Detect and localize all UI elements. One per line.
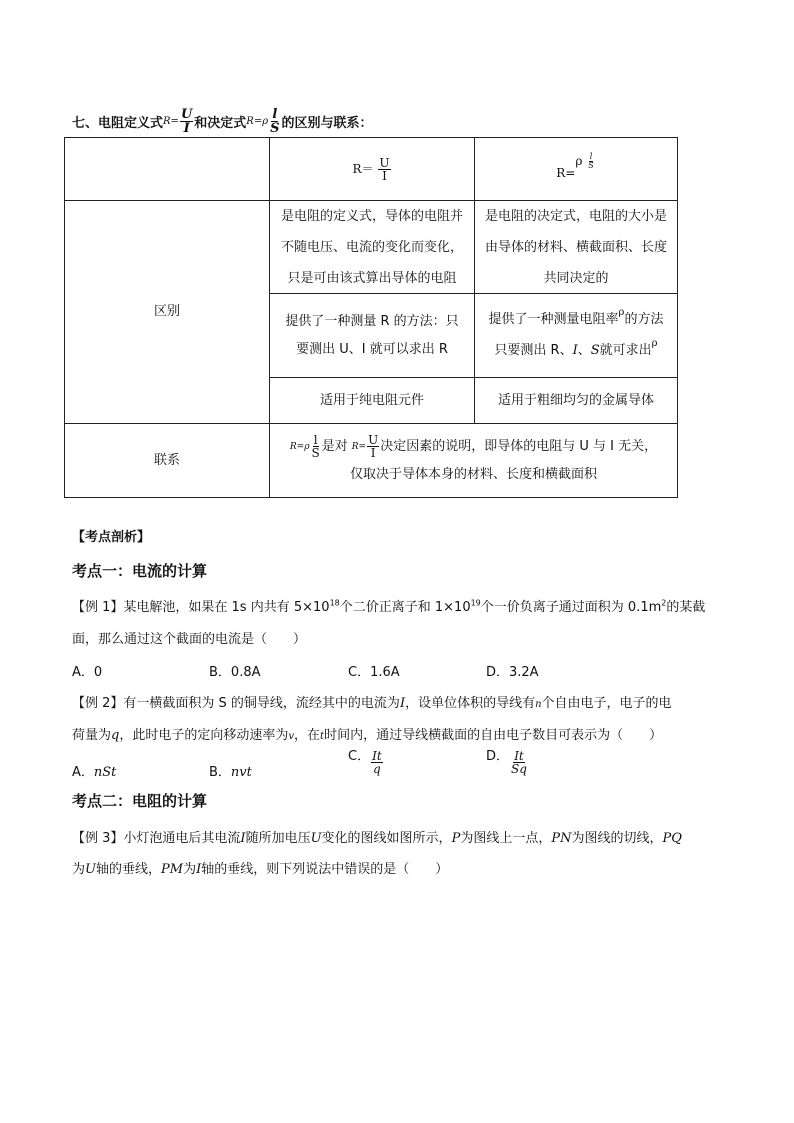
heading-middle: 和决定式: [194, 115, 247, 131]
formula-def-frac: $\frac{U}{I}$: [180, 106, 193, 136]
header-dec-formula: R=ρ $\frac{l}{S}$: [556, 151, 594, 180]
header-def-cell: [270, 138, 475, 201]
ex1-option-a: A．0: [72, 665, 103, 680]
ex3-line2: 为U轴的垂线，PM为I轴的垂线，则下列说法中错误的是（ ）: [72, 862, 449, 877]
ex1-option-d: D．3.2A: [486, 665, 539, 680]
ex1-option-b: B．0.8A: [209, 665, 261, 680]
point1-heading: 考点一：电流的计算: [72, 562, 208, 580]
ex1-line2: 面，那么通过这个截面的电流是（ ）: [72, 632, 307, 647]
dec-method-cell: 提供了一种测量电阻率$^\rho$的方法 只要测出 R、I、S就可求出$^\rho$: [475, 294, 677, 378]
point2-heading: 考点二：电阻的计算: [72, 792, 208, 810]
analysis-heading: 【考点剖析】: [72, 530, 151, 545]
section-heading: [72, 104, 373, 138]
formula-dec-frac: $\frac{l}{S}$: [270, 106, 280, 136]
ex2-line2: 荷量为q，此时电子的定向移动速率为v，在t时间内，通过导线横截面的自由电子数目可表示为（ ）: [72, 728, 663, 743]
ex2-line1: 【例 2】有一横截面积为 S 的铜导线，流经其中的电流为I，设单位体积的导线有n个自由电子，电子的电: [72, 696, 672, 711]
def-apply-cell: 适用于纯电阻元件: [270, 378, 475, 424]
ex1-option-c: C．1.6A: [348, 665, 400, 680]
dec-meaning-cell: 是电阻的决定式，电阻的大小是 由导体的材料、横截面积、长度 共同决定的: [475, 201, 677, 294]
ex2-option-c: C． $\frac{It}{q}$: [348, 749, 382, 776]
row-label-link: 联系: [65, 424, 270, 497]
header-def-formula: R＝ $\frac{U}{I}$: [352, 155, 390, 183]
header-empty-cell: [65, 138, 270, 201]
row-label-diff: 区别: [65, 201, 270, 424]
def-method-cell: 提供了一种测量 R 的方法：只 要测出 U、I 就可以求出 R: [270, 294, 475, 378]
header-dec-cell: [475, 138, 677, 201]
ex3-tag: 【例 3】: [72, 831, 124, 846]
def-meaning-cell: 是电阻的定义式，导体的电阻并 不随电压、电流的变化而变化， 只是可由该式算出导体的电阻: [270, 201, 475, 294]
ex2-tag: 【例 2】: [72, 696, 124, 711]
ex2-option-b: B．nvt: [209, 765, 252, 780]
ex1-line1: 【例 1】某电解池，如果在 1s 内共有 $5\times 10^{18}$个二价正离子和 $1\times 10^{19}$个一价负离子通过面积为 $0.1m^2$的某截: [72, 598, 706, 615]
ex2-option-a: A．nSt: [72, 765, 117, 780]
ex3-line1: 【例 3】小灯泡通电后其电流I随所加电压U变化的图线如图所示，P为图线上一点，PN为图线的切线，PQ: [72, 831, 682, 846]
dec-apply-cell: 适用于粗细均匀的金属导体: [475, 378, 677, 424]
formula-dec: R=ρ: [246, 115, 269, 127]
comparison-table: [64, 137, 678, 498]
ex2-options: [72, 750, 632, 790]
heading-prefix: 七、电阻定义式: [72, 115, 164, 131]
heading-suffix: 的区别与联系：: [281, 115, 373, 131]
ex1-tag: 【例 1】: [72, 600, 124, 615]
ex2-option-d: D． $\frac{It}{Sq}$: [486, 749, 527, 776]
link-cell: R=ρ $\frac{l}{S}$ 是对 R= $\frac{U}{I}$ 决定因素的说明，即导体的电阻与 U 与 I 无关， 仅取决于导体本身的材料、长度和横截面积: [289, 433, 658, 482]
ex1-options: [72, 661, 632, 681]
formula-def: R=: [163, 115, 179, 127]
